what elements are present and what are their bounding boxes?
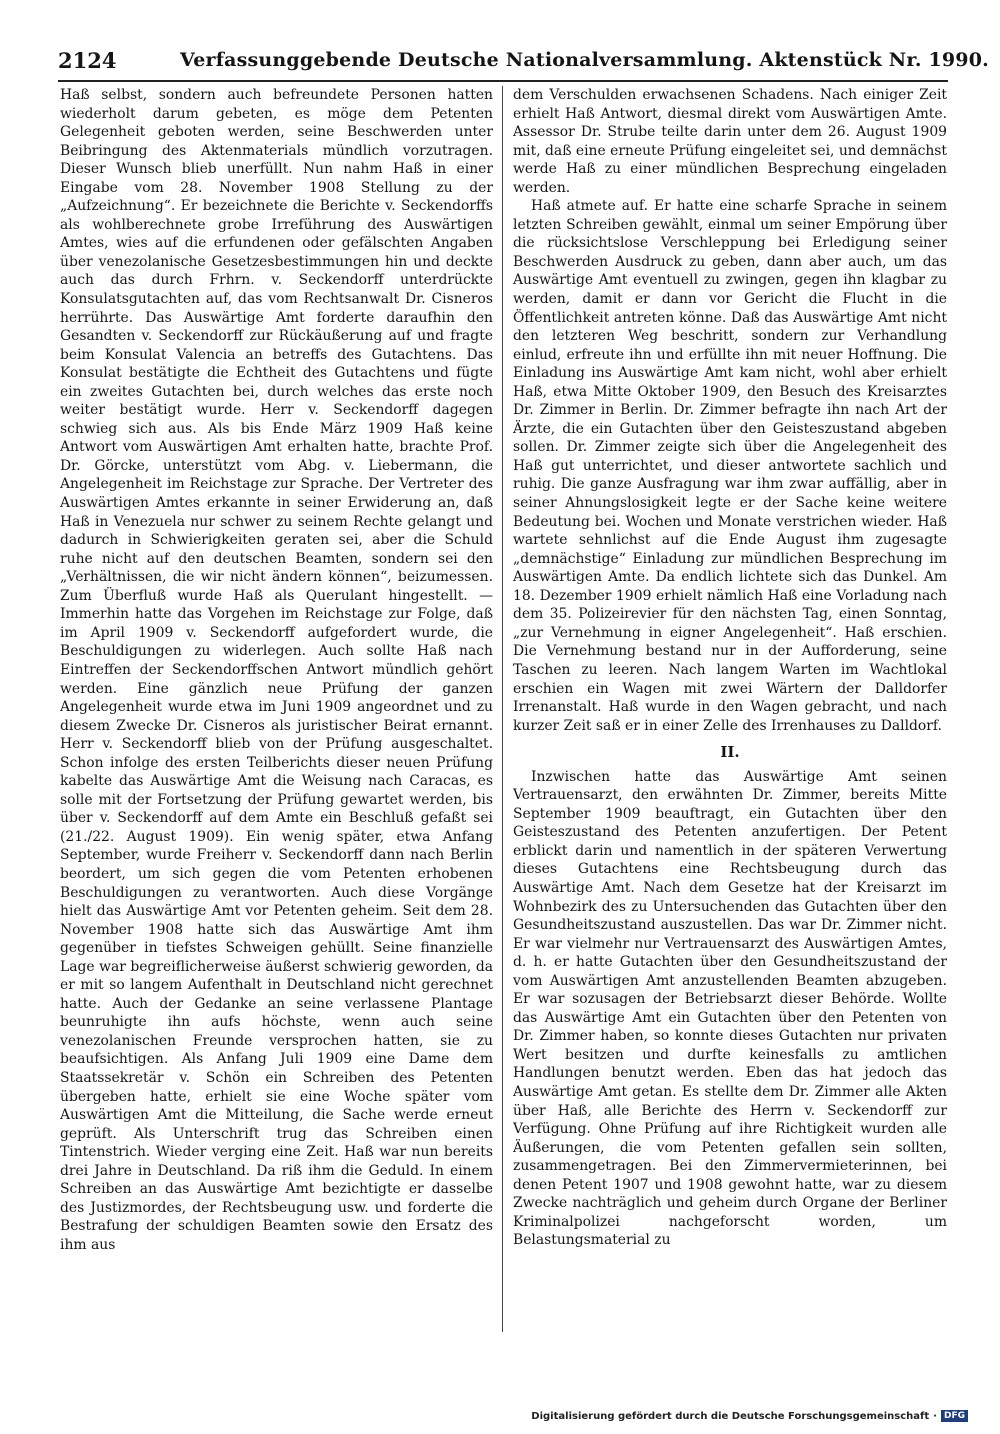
- section-heading: II.: [720, 743, 740, 762]
- page-header: [58, 48, 989, 80]
- dfg-logo: DFG: [941, 1410, 968, 1422]
- right-column: [513, 86, 947, 1336]
- column-divider: [502, 86, 503, 1332]
- footer-text: Digitalisierung gefördert durch die Deutsche Forschungsgemeinschaft: [531, 1410, 930, 1422]
- left-paragraph-1: Haß selbst, sondern auch befreundete Personen hatten wiederholt darum gebeten, es möge dem Petenten Gelegenheit geboten werden, seine Beschwerden unter Beibringung des Aktenmaterials mündlich vorzutragen. Dieser Wunsch blieb unerfüllt. Nun nahm Haß in einer Eingabe vom 28. November 1908 Stellung zu der „Aufzeichnung“. Er bezeichnete die Berichte v. Seckendorffs als wohlberechnete grobe Irreführung des Auswärtigen Amtes, wies auf die erfundenen oder gefälschten Angaben über venezolanische Gesetzesbestimmungen hin und deckte auch das durch Frhrn. v. Seckendorff unterdrückte Konsulatsgutachten auf, das vom Rechtsanwalt Dr. Cisneros herrührte. Das Auswärtige Amt forderte daraufhin den Gesandten v. Seckendorff zur Rückäußerung auf und fragte beim Konsulat Valencia an betreffs des Gutachtens. Das Konsulat bestätigte die Echtheit des Gutachtens und fügte ein zweites Gutachten bei, durch welches das erste noch weiter bestätigt wurde. Herr v. Seckendorff dagegen schwieg sich aus. Als bis Ende März 1909 Haß keine Antwort vom Auswärtigen Amt erhalten hatte, brachte Prof. Dr. Görcke, unterstützt vom Abg. v. Liebermann, die Angelegenheit im Reichstage zur Sprache. Der Vertreter des Auswärtigen Amtes erkannte in seiner Erwiderung an, daß Haß in Venezuela nur schwer zu seinem Rechte gelangt und dadurch in Schwierigkeiten geraten sei, aber die Schuld ruhe nicht auf den deutschen Beamten, sondern sei den „Verhältnissen, die wir nicht ändern können“, beizumessen. Zum Überfluß wurde Haß als Querulant hingestellt. — Immerhin hatte das Vorgehen im Reichstage zur Folge, daß im April 1909 v. Seckendorff aufgefordert wurde, die Beschuldigungen zu widerlegen. Auch sollte Haß nach Eintreffen der Seckendorffschen Antwort mündlich gehört werden. Eine gänzlich neue Prüfung der ganzen Angelegenheit wurde etwa im Juni 1909 angeordnet und zu diesem Zwecke Dr. Cisneros als juristischer Beirat ernannt. Herr v. Seckendorff blieb von der Prüfung ausgeschaltet. Schon infolge des ersten Teilberichts dieser neuen Prüfung kabelte das Auswärtige Amt die Weisung nach Caracas, es solle mit der Fortsetzung der Prüfung gewartet werden, bis über v. Seckendorff auf dem Amte ein Beschluß gefaßt sei (21./22. August 1909). Ein wenig später, etwa Anfang September, wurde Freiherr v. Seckendorff dann nach Berlin beordert, um sich gegen die vom Petenten erhobenen Beschuldigungen zu verantworten. Auch diese Vorgänge hielt das Auswärtige Amt vor Petenten geheim. Seit dem 28. November 1908 hatte sich das Auswärtige Amt ihm gegenüber in tiefstes Schweigen gehüllt. Seine finanzielle Lage war begreiflicherweise äußerst schwierig geworden, da er mit so langem Aufenthalt in Deutschland nicht gerechnet hatte. Auch der Gedanke an seine verlassene Plantage beunruhigte ihn aufs höchste, wenn auch seine venezolanischen Freunde versprochen hatten, sie zu beaufsichtigen. Als Anfang Juli 1909 eine Dame dem Staatssekretär v. Schön ein Schreiben des Petenten übergeben hatte, erhielt sie eine Woche später vom Auswärtigen Amt die Mitteilung, die Sache werde erneut geprüft. Als Unterschrift trug das Schreiben einen Tintenstrich. Wieder verging eine Zeit. Haß war nun bereits drei Jahre in Deutschland. Da riß ihm die Geduld. In einem Schreiben an das Auswärtige Amt bezichtigte er dasselbe des Justizmordes, der Rechtsbeugung usw. und forderte die Bestrafung der schuldigen Beamten sowie den Ersatz des ihm aus: [60, 87, 493, 1253]
- header-rule: [58, 80, 948, 82]
- running-title: Verfassunggebende Deutsche Nationalversammlung. Aktenstück Nr. 1990.: [180, 49, 989, 71]
- left-column: [60, 86, 493, 1336]
- right-paragraph-3: Inzwischen hatte das Auswärtige Amt seinen Vertrauensarzt, den erwähnten Dr. Zimmer, bereits Mitte September 1909 beauftragt, ein Gutachten über den Geisteszustand des Petenten anzufertigen. Der Petent erblickt darin und namentlich in der späteren Verwertung dieses Gutachtens eine Rechtsbeugung durch das Auswärtige Amt. Nach dem Gesetze hat der Kreisarzt im Wohnbezirk des zu Untersuchenden das Gutachten über den Gesundheitszustand auszustellen. Das war Dr. Zimmer nicht. Er war vielmehr nur Vertrauensarzt des Auswärtigen Amtes, d. h. er hatte Gutachten über den Gesundheitszustand der vom Auswärtigen Amt anzustellenden Beamten abzugeben. Er war sozusagen der Betriebsarzt dieser Behörde. Wollte das Auswärtige Amt ein Gutachten über den Petenten von Dr. Zimmer haben, so konnte dieses Gutachten nur privaten Wert besitzen und durfte keinesfalls zu amtlichen Handlungen benutzt werden. Eben das hat jedoch das Auswärtige Amt getan. Es stellte dem Dr. Zimmer alle Akten über Haß, alle Berichte des Herrn v. Seckendorff zur Verfügung. Ohne Prüfung auf ihre Richtigkeit wurden alle Äußerungen, die vom Petenten gefallen sein sollten, zusammengetragen. Bei den Zimmervermieterinnen, bei denen Petent 1907 und 1908 gewohnt hatte, war zu diesem Zwecke nachträglich und geheim durch Organe der Berliner Kriminalpolizei nachgeforscht worden, um Belastungsmaterial zu: [513, 768, 947, 1249]
- page-number: 2124: [58, 48, 117, 73]
- footer-separator: ·: [933, 1410, 937, 1422]
- right-paragraph-1: dem Verschulden erwachsenen Schadens. Nach einiger Zeit erhielt Haß Antwort, diesmal direkt vom Auswärtigen Amte. Assessor Dr. Strube teilte darin unter dem 26. August 1909 mit, daß eine erneute Prüfung eingeleitet sei, und demnächst werde Haß zu einer mündlichen Besprechung eingeladen werden.: [513, 87, 947, 196]
- right-paragraph-2: Haß atmete auf. Er hatte eine scharfe Sprache in seinem letzten Schreiben gewählt, einmal um seiner Empörung über die rücksichtslose Verschleppung bei Erledigung seiner Beschwerden Ausdruck zu geben, dann aber auch, um das Auswärtige Amt eventuell zu zwingen, gegen ihn klagbar zu werden, damit er dann vor Gericht die Flucht in die Öffentlichkeit antreten könne. Daß das Auswärtige Amt nicht den letzteren Weg beschritt, sondern zur Verhandlung einlud, erfreute ihn und erfüllte ihn mit neuer Hoffnung. Die Einladung ins Auswärtige Amt kam nicht, wohl aber erhielt Haß, etwa Mitte Oktober 1909, den Besuch des Kreisarztes Dr. Zimmer in Berlin. Dr. Zimmer befragte ihn nach Art der Ärzte, die ein Gutachten über den Geisteszustand abgeben sollen. Dr. Zimmer zeigte sich über die Angelegenheit des Haß gut unterrichtet, und dieser antwortete sachlich und ruhig. Die ganze Ausfragung war ihm zwar auffällig, aber in seiner Ahnungslosigkeit legte er der Sache keine weitere Bedeutung bei. Wochen und Monate verstrichen wieder. Haß wartete sehnlichst auf die Ende August ihm zugesagte „demnächstige“ Einladung zur mündlichen Besprechung im Auswärtigen Amte. Da endlich lichtete sich das Dunkel. Am 18. Dezember 1909 erhielt nämlich Haß eine Vorladung nach dem 35. Polizeirevier für den nächsten Tag, einen Sonntag, „zur Vernehmung in eigner Angelegenheit“. Haß erschien. Die Vernehmung bestand nur in der Aufforderung, seine Taschen zu leeren. Nach langem Warten im Wachtlokal erschien ein Wagen mit zwei Wärtern der Dalldorfer Irrenanstalt. Haß wurde in den Wagen gebracht, und nach kurzer Zeit saß er in einer Zelle des Irrenhauses zu Dalldorf.: [513, 198, 947, 734]
- digitization-footer: [531, 1410, 968, 1422]
